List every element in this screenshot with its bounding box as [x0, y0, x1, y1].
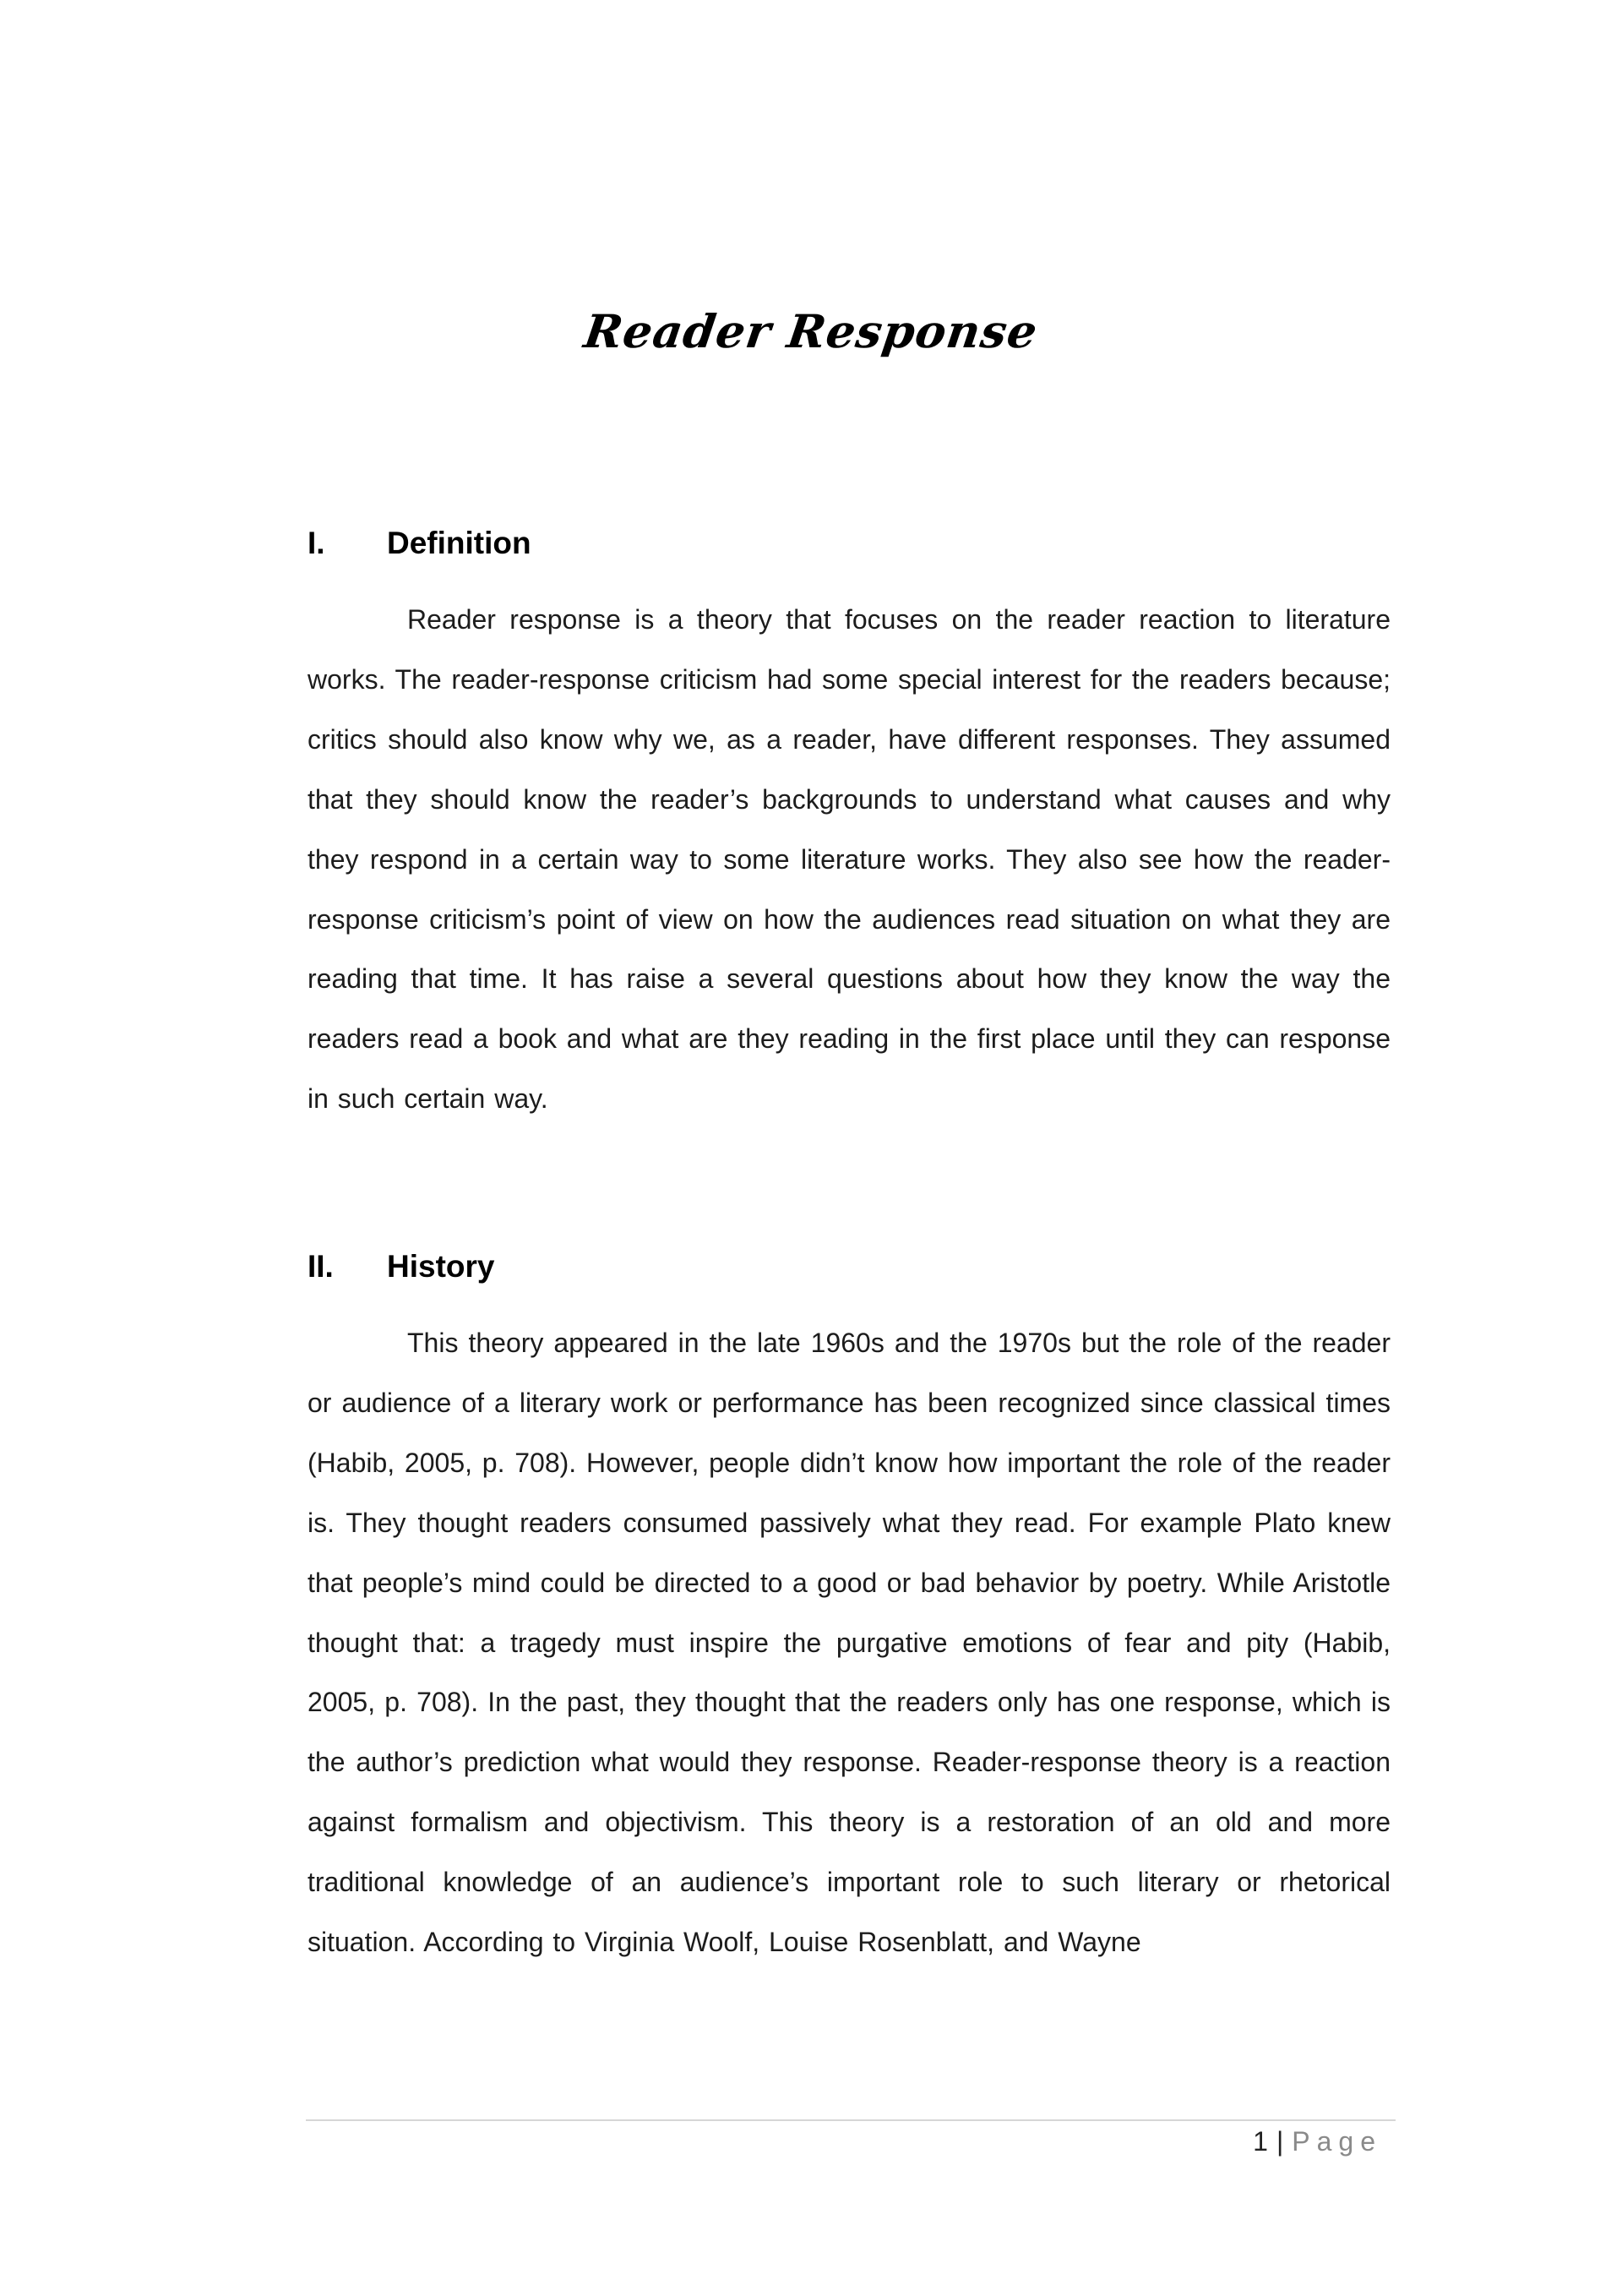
- section-heading: [308, 1249, 1391, 1296]
- section-definition: [308, 526, 1391, 1129]
- document-title: Reader Response: [580, 304, 1042, 358]
- section-body: Reader response is a theory that focuses on the reader reaction to literature works. The reader-response criticism had some special interest for the readers because; critics should also know why we, as a reader, have different responses. They assumed that they should know the reader’s backgrounds to understand what causes and why they respond in a certain way to some literature works. They also see how the reader-response criticism’s point of view on how the audiences read situation on what they are reading that time. It has raise a several questions about how they know the way the readers read a book and what are they reading in the first place until they can response in such certain way.: [308, 604, 1391, 1115]
- section-number: II.: [308, 1249, 334, 1284]
- footer-separator: |: [1276, 2126, 1284, 2157]
- footer-divider: [306, 2119, 1396, 2121]
- section-history: [308, 1249, 1391, 1972]
- section-title: History: [387, 1249, 495, 1284]
- section-number: I.: [308, 526, 325, 560]
- page-footer: [1253, 2126, 1382, 2157]
- page-label: Page: [1292, 2126, 1382, 2157]
- section-body: This theory appeared in the late 1960s and the 1970s but the role of the reader or audience of a literary work or performance has been recognized since classical times (Habib, 2005, p. 708). However, people didn’t know how important the role of the reader is. They thought readers consumed passively what they read. For example Plato knew that people’s mind could be directed to a good or bad behavior by poetry. While Aristotle thought that: a tragedy must inspire the purgative emotions of fear and pity (Habib, 2005, p. 708). In the past, they thought that the readers only has one response, which is the author’s prediction what would they response. Reader-response theory is a reaction against formalism and objectivism. This theory is a restoration of an old and more traditional knowledge of an audience’s important role to such literary or rhetorical situation. According to Virginia Woolf, Louise Rosenblatt, and Wayne: [308, 1328, 1391, 1958]
- section-heading: [308, 526, 1391, 573]
- section-title: Definition: [387, 526, 531, 560]
- page-number: 1: [1253, 2126, 1268, 2157]
